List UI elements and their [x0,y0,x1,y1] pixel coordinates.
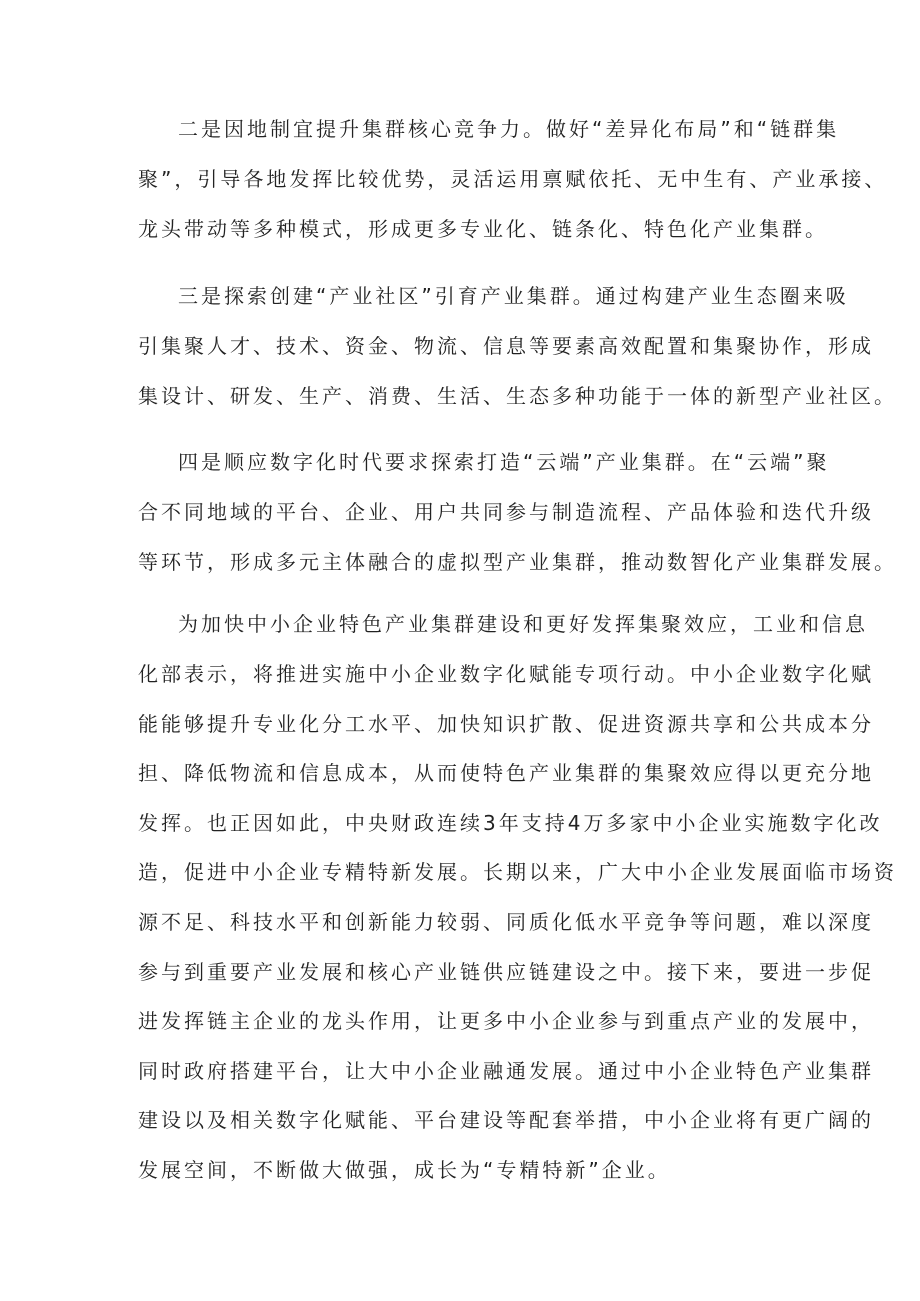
paragraph-line: 三是探索创建“产业社区”引育产业集群。通过构建产业生态圈来吸 [178,284,849,308]
paragraph-line: 四是顺应数字化时代要求探索打造“云端”产业集群。在“云端”聚 [178,450,830,474]
paragraph-line: 集设计、研发、生产、消费、生活、生态多种功能于一体的新型产业社区。 [138,384,897,408]
paragraph-line: 聚”，引导各地发挥比较优势，灵活运用禀赋依托、无中生有、产业承接、 [138,167,888,191]
paragraph-line: 合不同地域的平台、企业、用户共同参与制造流程、产品体验和迭代升级 [138,500,874,524]
paragraph-line: 建设以及相关数字化赋能、平台建设等配套举措，中小企业将有更广阔的 [138,1108,874,1132]
paragraph-line: 发展空间，不断做大做强，成长为“专精特新”企业。 [138,1158,671,1182]
paragraph-line: 龙头带动等多种模式，形成更多专业化、链条化、特色化产业集群。 [138,217,828,241]
paragraph-line: 为加快中小企业特色产业集群建设和更好发挥集聚效应，工业和信息 [178,612,868,636]
paragraph-line: 能能够提升专业化分工水平、加快知识扩散、促进资源共享和公共成本分 [138,712,874,736]
paragraph-line: 担、降低物流和信息成本，从而使特色产业集群的集聚效应得以更充分地 [138,761,874,785]
paragraph-line: 二是因地制宜提升集群核心竞争力。做好“差异化布局”和“链群集 [178,117,840,141]
paragraph-line: 源不足、科技水平和创新能力较弱、同质化低水平竞争等问题，难以深度 [138,910,874,934]
paragraph-line: 进发挥链主企业的龙头作用，让更多中小企业参与到重点产业的发展中， [138,1009,874,1033]
paragraph-line: 发挥。也正因如此，中央财政连续3年支持4万多家中小企业实施数字化改 [138,811,883,835]
paragraph-line: 造，促进中小企业专精特新发展。长期以来，广大中小企业发展面临市场资 [138,860,897,884]
paragraph-line: 参与到重要产业发展和核心产业链供应链建设之中。接下来，要进一步促 [138,960,874,984]
paragraph-line: 引集聚人才、技术、资金、物流、信息等要素高效配置和集聚协作，形成 [138,334,874,358]
paragraph-line: 同时政府搭建平台，让大中小企业融通发展。通过中小企业特色产业集群 [138,1059,874,1083]
paragraph-line: 化部表示，将推进实施中小企业数字化赋能专项行动。中小企业数字化赋 [138,662,874,686]
paragraph-line: 等环节，形成多元主体融合的虚拟型产业集群，推动数智化产业集群发展。 [138,550,897,574]
